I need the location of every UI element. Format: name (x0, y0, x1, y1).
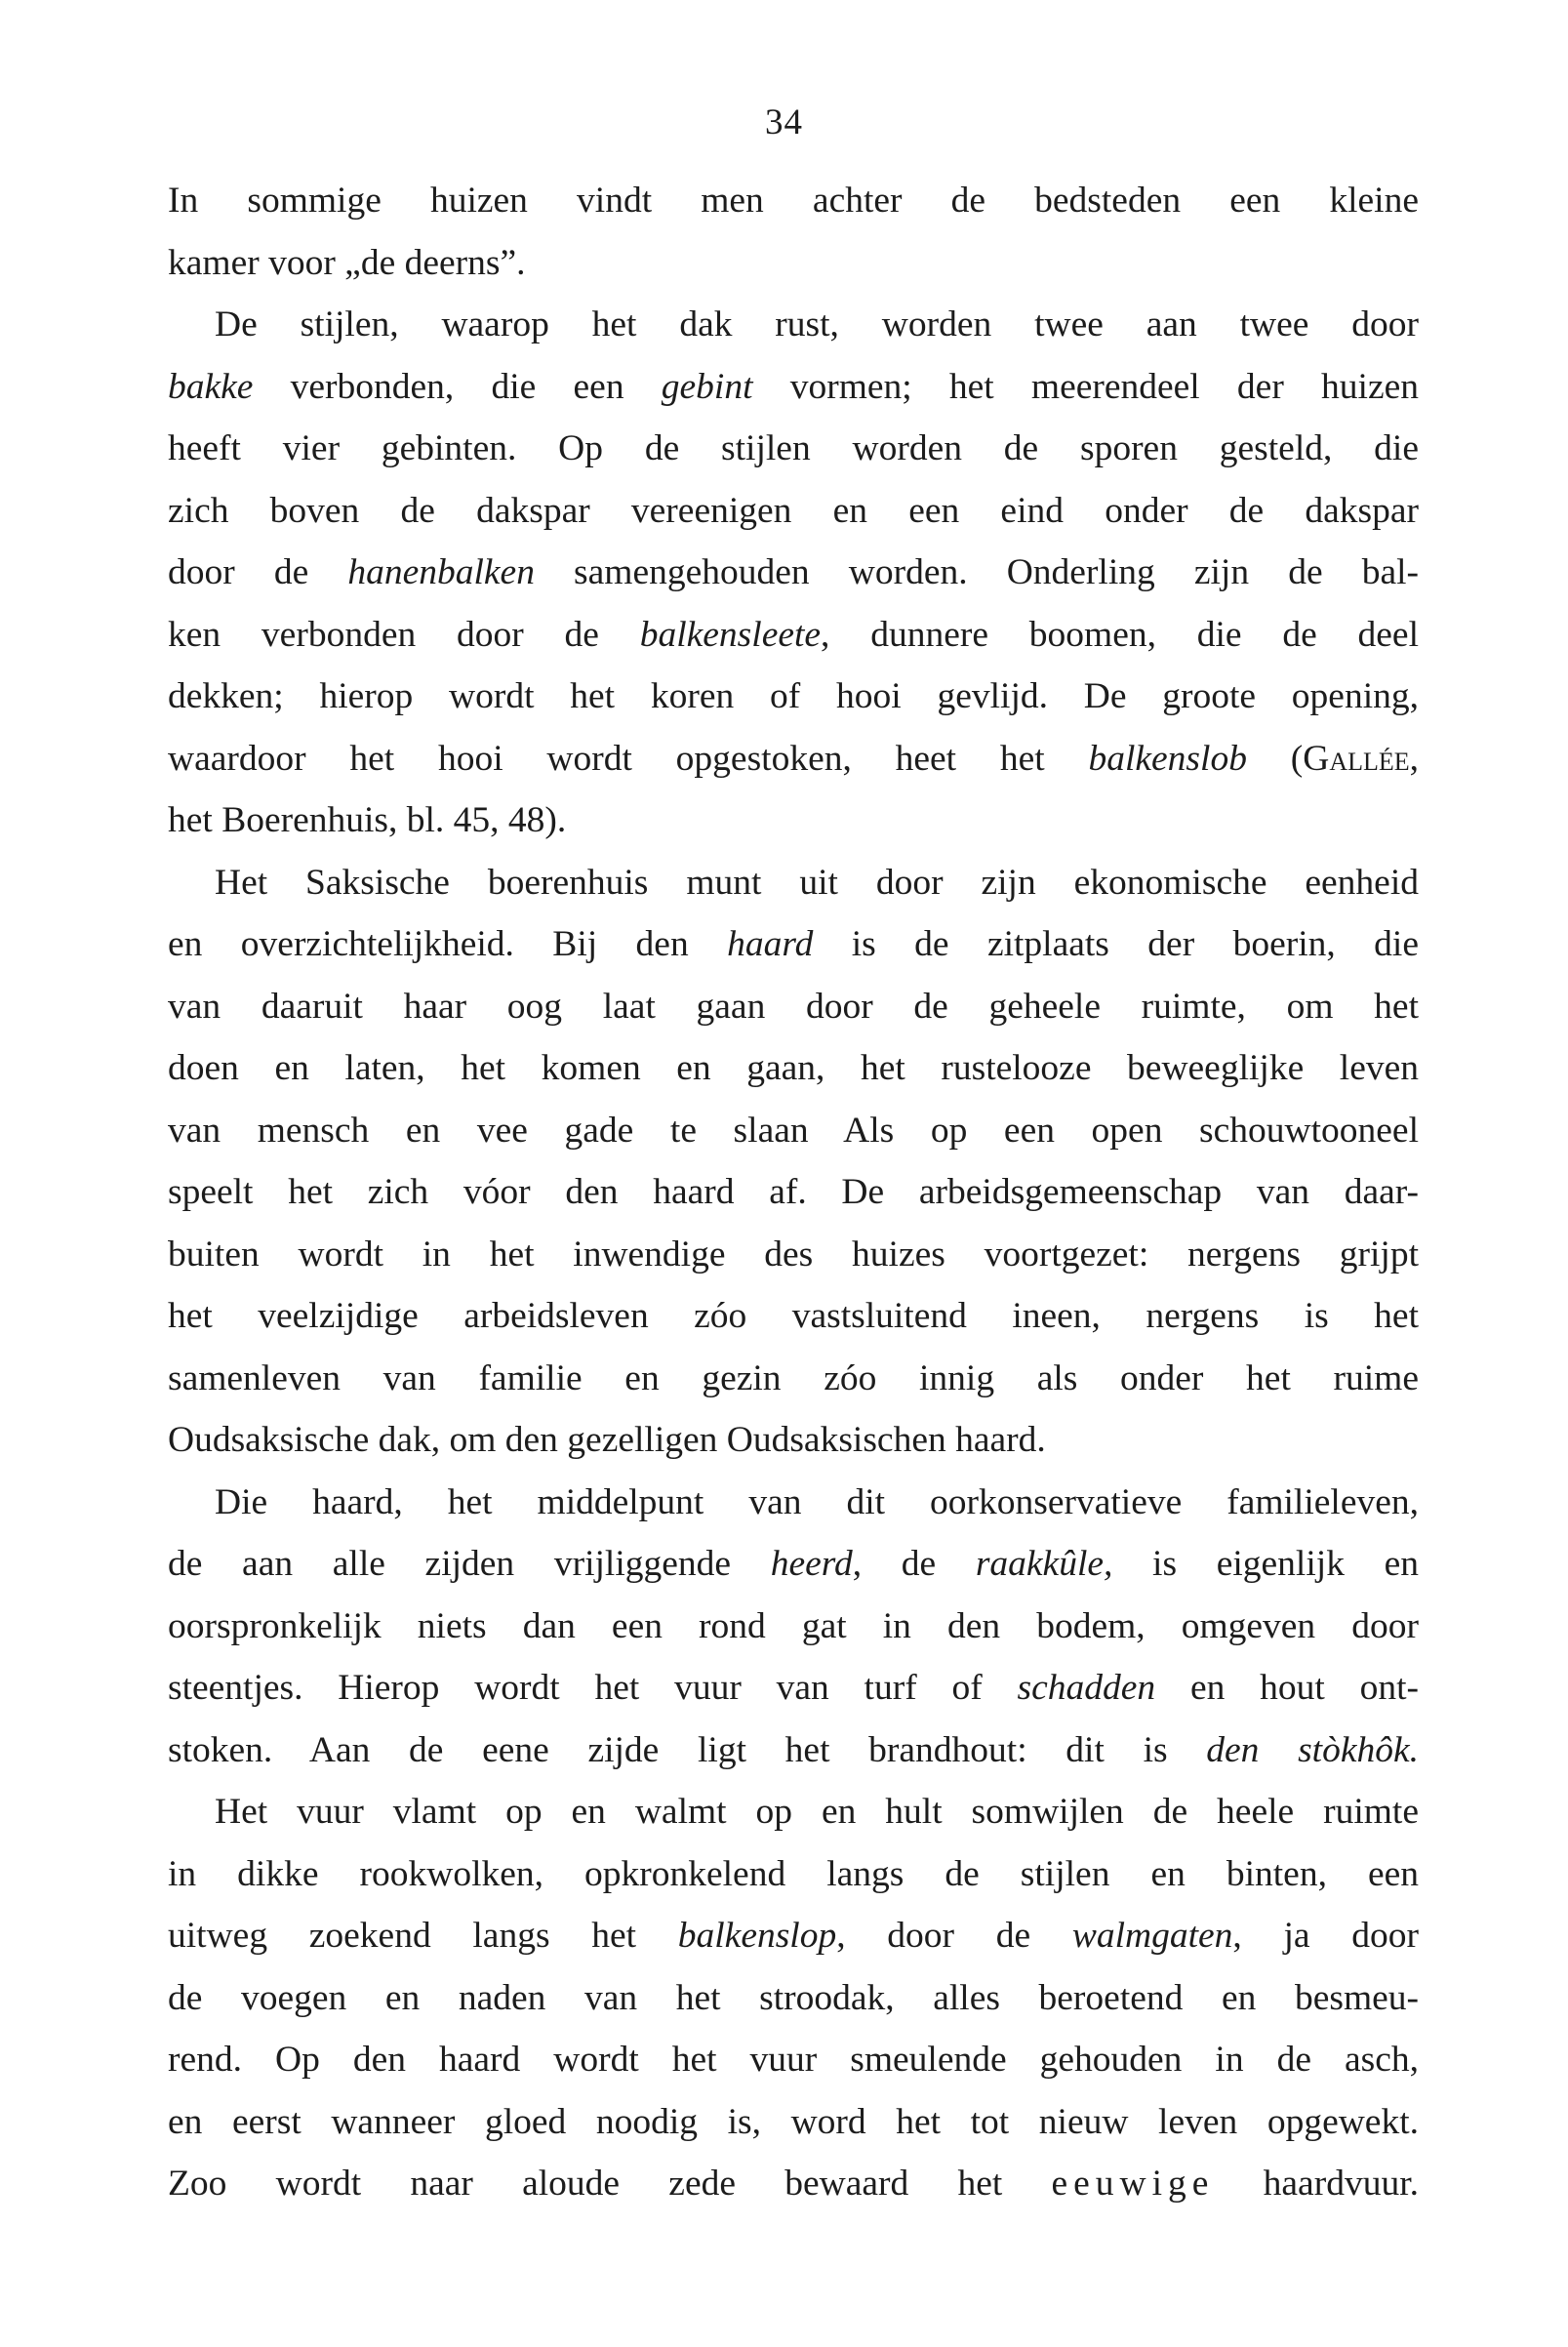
text-line: het veelzijdige arbeidsleven zóo vastsluitend ineen, nergens is het (168, 1296, 1419, 1336)
italic-term: schadden (1017, 1668, 1156, 1708)
text-line: dekken; hierop wordt het koren of hooi gevlijd. De groote opening, (168, 676, 1419, 716)
text-line: doen en laten, het komen en gaan, het rustelooze beweeglijke leven (168, 1048, 1419, 1088)
text-line: De stijlen, waarop het dak rust, worden twee aan twee door (215, 304, 1419, 344)
text-line: de voegen en naden van het stroodak, alles beroetend en besmeu- (168, 1977, 1419, 2018)
text-line: Het vuur vlamt op en walmt op en hult somwijlen de heele ruimte (215, 1792, 1419, 1832)
body-text (168, 170, 1419, 2215)
italic-term: raakkûle, (975, 1544, 1113, 1584)
italic-term: den stòkhôk. (1206, 1729, 1419, 1770)
page-number: 34 (765, 102, 803, 142)
text-line: door de hanenbalken samengehouden worden. Onderling zijn de bal- (168, 552, 1419, 592)
text-line: van mensch en vee gade te slaan Als op een open schouwtooneel (168, 1110, 1419, 1151)
italic-term: heerd (770, 1544, 853, 1584)
text-line: rend. Op den haard wordt het vuur smeulende gehouden in de asch, (168, 2040, 1419, 2080)
italic-term: walmgaten (1071, 1916, 1233, 1956)
text-line: de aan alle zijden vrijliggende heerd, de raakkûle, is eigenlijk en (168, 1544, 1419, 1584)
italic-term: balkensleete (639, 614, 822, 655)
text-line: stoken. Aan de eene zijde ligt het brandhout: dit is den stòkhôk. (168, 1729, 1419, 1770)
text-line: Het Saksische boerenhuis munt uit door zijn ekonomische eenheid (215, 862, 1419, 903)
text-line: van daaruit haar oog laat gaan door de geheele ruimte, om het (168, 986, 1419, 1027)
spaced-emphasis: eeuwige (1051, 2164, 1215, 2204)
italic-term: hanenbalken (347, 552, 535, 592)
text-line: in dikke rookwolken, opkronkelend langs de stijlen en binten, een (168, 1853, 1419, 1894)
italic-term: gebint (661, 366, 753, 407)
text-line: zich boven de dakspar vereenigen en een eind onder de dakspar (168, 490, 1419, 531)
text-line: samenleven van familie en gezin zóo innig als onder het ruime (168, 1357, 1419, 1398)
text-line: oorspronkelijk niets dan een rond gat in den bodem, omgeven door (168, 1605, 1419, 1646)
text-line: Oudsaksische dak, om den gezelligen Oudsaksischen haard. (168, 1420, 1046, 1460)
text-line: buiten wordt in het inwendige des huizes voortgezet: nergens grijpt (168, 1234, 1419, 1275)
text-line: en eerst wanneer gloed noodig is, word het tot nieuw leven opgewekt. (168, 2101, 1419, 2142)
text-line: Die haard, het middelpunt van dit oorkonservatieve familieleven, (215, 1481, 1419, 1522)
italic-term: balkenslop (677, 1916, 837, 1956)
author-name: Gallée (1303, 738, 1410, 779)
text-line: uitweg zoekend langs het balkenslop, door de walmgaten, ja door (168, 1916, 1419, 1956)
italic-term: bakke (168, 366, 254, 407)
text-line: ken verbonden door de balkensleete, dunnere boomen, die de deel (168, 614, 1419, 655)
text-line: bakke verbonden, die een gebint vormen; het meerendeel der huizen (168, 366, 1419, 407)
text-line: kamer voor „de deerns”. (168, 242, 526, 283)
italic-term: balkenslob (1088, 738, 1247, 779)
italic-term: haard (727, 924, 814, 964)
text-line: en overzichtelijkheid. Bij den haard is de zitplaats der boerin, die (168, 924, 1419, 964)
text-line: Zoo wordt naar aloude zede bewaard het eeuwige haardvuur. (168, 2164, 1419, 2204)
text-line: steentjes. Hierop wordt het vuur van turf of schadden en hout ont- (168, 1668, 1419, 1708)
text-line: heeft vier gebinten. Op de stijlen worden de sporen gesteld, die (168, 428, 1419, 468)
text-line: speelt het zich vóor den haard af. De arbeidsgemeenschap van daar- (168, 1172, 1419, 1212)
text-line: waardoor het hooi wordt opgestoken, heet het balkenslob (Gallée, (168, 738, 1419, 779)
text-line: In sommige huizen vindt men achter de bedsteden een kleine (168, 181, 1419, 221)
text-line: het Boerenhuis, bl. 45, 48). (168, 800, 567, 840)
